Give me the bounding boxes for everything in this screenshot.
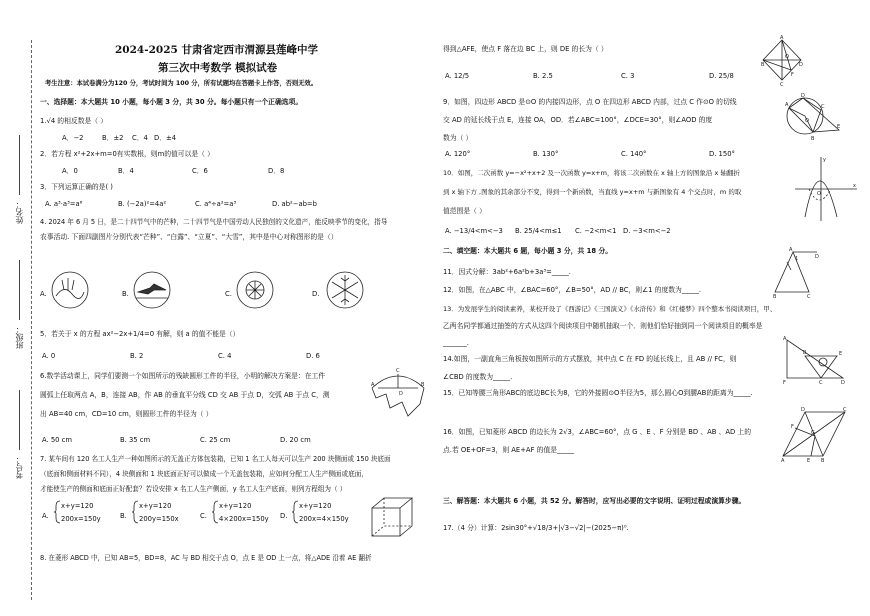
q10-line1: 10．如图，二次函数 y=−x²+x+2 及一次函数 y=x+m，将该二次函数在 x 轴上方的图象沿 x 轴翻折: [443, 169, 740, 177]
svg-text:D: D: [815, 254, 819, 260]
svg-text:D: D: [801, 407, 805, 413]
q9-option-d: D. 150°: [709, 150, 735, 158]
q7-c-eq1: x+y=120: [219, 502, 252, 510]
exam-no-blank: [19, 390, 20, 450]
q14-line2: ∠CBD 的度数为_____.: [443, 373, 513, 381]
q7-line1: 7. 某车间有 120 名工人生产一种如图所示的无盖正方体包装箱，已知 1 名工人每天可以生产 200 块侧面或 150 块底面: [40, 455, 391, 463]
q2-option-c: C．6: [192, 167, 208, 175]
svg-text:D: D: [801, 93, 805, 99]
q13-line2: 乙两名同学都通过抽签的方式从这四个阅读项目中随机抽取一个．则他们恰好抽到同一个阅读项目的概率是: [443, 322, 763, 330]
svg-text:F: F: [783, 380, 786, 386]
q8-option-a: A. 12/5: [445, 72, 470, 80]
q8-continuation: 得到△AFE，使点 F 落在边 BC 上，则 DE 的长为（ ）: [443, 45, 608, 53]
svg-text:y: y: [823, 157, 826, 163]
svg-text:C: C: [819, 380, 823, 386]
svg-text:G: G: [811, 430, 815, 436]
q2-option-b: B．4: [118, 167, 134, 175]
q7-option-c: C.: [200, 512, 207, 520]
q10-option-b: B. 25/4<m≤1: [515, 227, 562, 235]
q7-option-d: D.: [280, 512, 288, 520]
svg-text:O: O: [785, 54, 789, 60]
q8-option-d: D. 25/8: [709, 72, 734, 80]
svg-text:C: C: [843, 407, 847, 413]
q7-d-eq1: x+y=120: [299, 502, 332, 510]
q6-line2: 圆弧上任取两点 A，B，连接 AB，作 AB 的垂直平分线 CD 交 AB 于点 D，交弧 AB 于点 C，测: [40, 391, 330, 399]
rhombus-abcd-figure: [781, 407, 847, 464]
svg-text:A: A: [789, 247, 793, 253]
q7-c-eq2: 4×200x=150y: [219, 515, 269, 523]
exam-no-label: 考号：: [15, 455, 24, 479]
binding-strip: [0, 40, 34, 600]
q6-option-c: C. 25 cm: [200, 436, 231, 444]
q15-stem: 15．已知等腰三角形ABC的底边BC长为8，它的外接圆⊙O半径为5，那么圆心O到腰AB的距离为_____.: [443, 389, 753, 397]
class-blank: [19, 260, 20, 320]
daxue-image: [325, 270, 365, 310]
q10-line2: 到 x 轴下方 ,图象的其余部分不变，得到一个新函数，当直线 y=x+m 与新图象有 4 个交点时，m 的取: [443, 188, 742, 196]
svg-text:1: 1: [795, 256, 799, 262]
exam-title-line2: 第三次中考数学 模拟试卷: [158, 62, 278, 74]
q6-line3: 出 AB=40 cm，CD=10 cm，则圆形工件的半径为（ ）: [40, 410, 213, 418]
q6-option-d: D. 20 cm: [280, 436, 311, 444]
q3-option-b: B. (−2a)²=4a²: [118, 200, 167, 208]
q1-option-c: C．4: [132, 134, 148, 142]
brace-a: [53, 500, 61, 524]
q10-line3: 值范围是（ ）: [443, 207, 486, 215]
q9-line1: 9．如图，四边形 ABCD 是⊙O 的内接四边形，点 O 在四边形 ABCD 内部，过点 C 作⊙O 的切线: [443, 98, 737, 106]
q8-stem: 8. 在菱形 ABCD 中，已知 AB=5，BD=8，AC 与 BD 相交于点 O，点 E 是 OD 上一点，将△ADE 沿着 AE 翻折: [40, 554, 372, 562]
q8-option-b: B. 2.5: [533, 72, 553, 80]
svg-text:C: C: [396, 368, 400, 374]
svg-text:A: A: [371, 382, 375, 388]
svg-text:B: B: [811, 136, 815, 142]
q1-option-b: B．±2: [102, 134, 124, 142]
q6-option-a: A. 50 cm: [42, 436, 73, 444]
q12-stem: 12．如图，在△ABC 中，∠BAC=60°，∠B=50°，AD // BC，则∠1 的度数为_____.: [443, 286, 702, 294]
svg-text:A: A: [781, 458, 785, 464]
svg-text:D: D: [399, 391, 403, 397]
section2-heading: 二、填空题：本大题共 6 题，每小题 3 分，共 18 分。: [443, 247, 613, 255]
rhombus-figure: [761, 35, 803, 88]
q17-stem: 17.（4 分）计算：2sin30°+√18/3+|√3−√2|−(2025−π)⁰.: [443, 524, 629, 532]
q4-option-b: B.: [122, 290, 129, 298]
svg-text:B: B: [821, 458, 825, 464]
svg-text:F: F: [791, 72, 794, 78]
brace-b: [131, 500, 139, 524]
svg-text:A: A: [783, 336, 787, 342]
q1-option-d: D．±4: [154, 134, 177, 142]
q7-a-eq1: x+y=120: [61, 502, 94, 510]
q9-line3: 数为（ ）: [443, 134, 473, 142]
q3-option-c: C. a⁴÷a²=a³: [195, 200, 237, 208]
q13-line3: _______.: [443, 339, 469, 347]
name-blank: [19, 135, 20, 195]
section1-heading: 一、选择题：本大题共 10 小题，每小题 3 分，共 30 分。每小题只有一个正确选项。: [40, 98, 303, 106]
svg-text:C: C: [780, 82, 784, 88]
q9-option-a: A. 120°: [445, 150, 471, 158]
svg-text:E: E: [837, 124, 841, 130]
q10-option-c: C. −2<m<1: [575, 227, 617, 235]
open-box-figure: [370, 496, 414, 540]
q9-option-b: B. 130°: [533, 150, 559, 158]
q3-option-d: D. ab²−ab=b: [272, 200, 317, 208]
q1-option-a: A．−2: [62, 134, 84, 142]
q5-option-d: D. 6: [306, 352, 320, 360]
q7-a-eq2: 200x=150y: [61, 515, 101, 523]
svg-text:B: B: [803, 350, 807, 356]
q3-option-a: A. a³·a³=a⁶: [45, 200, 83, 208]
q7-d-eq2: 200x=4×150y: [299, 515, 349, 523]
q14-line1: 14.如图，一副直角三角板按如图所示的方式摆放，其中点 C 在 FD 的延长线上，且 AB // FC，则: [443, 355, 737, 363]
q7-b-eq2: 200y=150x: [139, 515, 179, 523]
svg-text:B: B: [773, 294, 777, 300]
section3-heading: 三、解答题：本大题共 6 小题，共 52 分。解答时，应写出必要的文字说明、证明过程或演算步骤。: [443, 497, 746, 505]
svg-text:C: C: [807, 294, 811, 300]
q1-stem: 1.√4 的相反数是（ ）: [40, 117, 108, 125]
q4-option-d: D.: [312, 290, 320, 298]
broken-arc-figure: [368, 368, 428, 420]
name-label: 姓名：: [15, 200, 24, 224]
q7-line2: （底面和侧面材料不同），4 块侧面和 1 块底面正好可以做成一个无盖包装箱，应如何分配工人生产侧面或底面，: [40, 470, 368, 478]
inscribed-quad-figure: [783, 94, 841, 144]
svg-text:E: E: [807, 458, 811, 464]
bailu-image: [132, 270, 172, 310]
q10-option-d: D. −3<m<−2: [623, 227, 671, 235]
q5-option-c: C. 4: [218, 352, 232, 360]
q5-option-b: B. 2: [130, 352, 144, 360]
q4-line2: 农事活动. 下面四副图片分别代表“芒种”、“白露”、“立夏”、“大雪”，其中是中心对称图形的是（）: [40, 233, 338, 241]
class-label: 班级：: [15, 325, 24, 349]
q6-option-b: B. 35 cm: [120, 436, 151, 444]
exam-notice: 考生注意：本试卷满分为120 分，考试时间为 100 分，所有试题均在答题卡上作答，否则无效。: [45, 80, 318, 87]
q7-option-b: B.: [120, 512, 127, 520]
svg-text:B: B: [421, 382, 425, 388]
svg-text:O: O: [805, 118, 809, 124]
q16-line2: 点.若 OE+OF=3，则 AE+AF 的值是_____: [443, 446, 575, 454]
svg-text:C: C: [821, 104, 825, 110]
svg-text:E: E: [839, 351, 843, 357]
svg-text:F: F: [791, 424, 794, 430]
q5-option-a: A. 0: [42, 352, 56, 360]
svg-text:A: A: [780, 35, 784, 41]
q4-option-a: A.: [40, 290, 47, 298]
q3-stem: 3．下列运算正确的是( ): [40, 183, 113, 191]
q5-stem: 5．若关于 x 的方程 ax²−2x+1/4=0 有解，则 a 的值不能是（）: [40, 330, 240, 338]
q4-line1: 4. 2024 年 6 月 5 日，是二十四节气中的芒种，二十四节气是中国劳动人民独创的文化遗产，能反映季节的变化，指导: [40, 218, 388, 226]
q9-option-c: C. 140°: [621, 150, 647, 158]
exam-title-line1: 2024-2025 甘肃省定西市渭源县莲峰中学: [115, 44, 318, 56]
q7-line3: 才能使生产的侧面和底面正好配套？若设安排 x 名工人生产侧面，y 名工人生产底面，则列方程组为（ ）: [40, 485, 347, 493]
q10-option-a: A. −13/4<m<−3: [445, 227, 503, 235]
parabola-figure: [791, 155, 859, 221]
triangle-parallel-figure: [773, 247, 819, 300]
q7-option-a: A.: [42, 512, 49, 520]
q9-line2: 交 AD 的延长线于点 E，连接 OA，OD．若∠ABC=100°，∠DCE=30°，则∠AOD 的度: [443, 116, 713, 124]
svg-text:A: A: [785, 102, 789, 108]
q2-stem: 2．若方程 x²+2x+m=0有实数根，则m的值可以是（ ）: [40, 150, 214, 158]
mangzhong-image: [50, 270, 90, 310]
svg-text:D: D: [799, 62, 803, 68]
brace-d: [291, 500, 299, 524]
brace-c: [211, 500, 219, 524]
q11-stem: 11．因式分解：3ab²+6a²b+3a³=_____.: [443, 268, 571, 276]
lixia-image: [235, 270, 275, 310]
q2-option-a: A．0: [62, 167, 78, 175]
q6-line1: 6.数学活动课上，同学们要测一个如图所示的残缺圆形工件的半径，小明的解决方案是：在工件: [40, 372, 326, 380]
q2-option-d: D．8: [268, 167, 285, 175]
svg-text:O: O: [817, 191, 821, 197]
set-squares-figure: [783, 338, 845, 384]
q7-b-eq1: x+y=120: [139, 502, 172, 510]
q4-option-c: C.: [225, 290, 232, 298]
svg-text:x: x: [853, 183, 856, 189]
q13-line1: 13．为发展学生的阅读素养，某校开设了《西游记》《三国演义》《水浒传》和《红楼梦》四个整本书阅读项目，甲、: [443, 305, 777, 313]
q16-line1: 16．如图，已知菱形 ABCD 的边长为 2√3，∠ABC=60°，点 G 、E 、F 分别是 BD 、AB 、AD 上的: [443, 428, 752, 436]
binding-cut-line: [31, 40, 32, 600]
svg-text:D: D: [841, 380, 845, 386]
q8-option-c: C. 3: [621, 72, 635, 80]
svg-text:B: B: [761, 62, 765, 68]
